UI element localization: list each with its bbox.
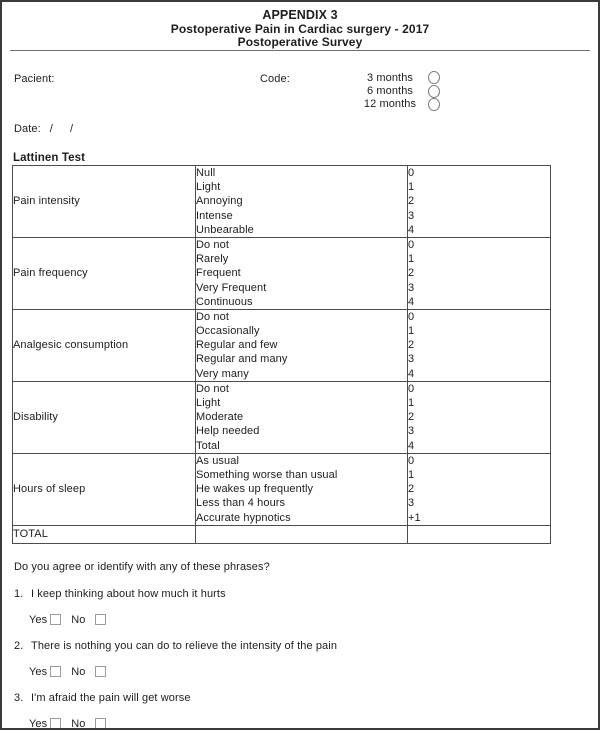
lattinen-test-title: Lattinen Test [13, 152, 86, 164]
category-cell: Analgesic consumption [13, 309, 196, 381]
options-cell [196, 309, 408, 381]
score-value: 2 [408, 411, 415, 424]
date-slash-1: / [49, 123, 53, 135]
table-row-pain-frequency [13, 237, 551, 309]
total-label-cell: TOTAL [13, 525, 196, 543]
date-slash-2: / [69, 123, 74, 135]
scores-cell [408, 237, 551, 309]
no-label: No [71, 717, 86, 730]
question-1-answers [29, 613, 337, 626]
table-row-disability [13, 381, 551, 453]
option-label: Annoying [196, 195, 243, 208]
option-label: Do not [196, 382, 230, 395]
score-value: 4 [408, 223, 415, 236]
scores-cell [408, 381, 551, 453]
date-field [14, 123, 73, 135]
question-3-no-checkbox[interactable] [95, 718, 106, 729]
option-label: Help needed [196, 425, 260, 438]
option-label: Regular and few [196, 339, 278, 352]
score-value: 3 [408, 497, 415, 510]
lattinen-table [12, 165, 551, 544]
option-label: Frequent [196, 267, 241, 280]
category-cell: Hours of sleep [13, 453, 196, 525]
date-label: Date: [14, 123, 41, 135]
score-value: 1 [408, 468, 415, 481]
option-label: Very many [196, 367, 249, 380]
no-label: No [71, 665, 86, 678]
3-months-label: 3 months [366, 71, 414, 84]
question-3-answers [29, 717, 337, 730]
option-label: Something worse than usual [196, 468, 338, 481]
question-1 [14, 588, 337, 626]
option-label: Null [196, 167, 216, 179]
score-value: 2 [408, 267, 415, 280]
option-label: Regular and many [196, 353, 288, 366]
table-row-total [13, 525, 551, 543]
question-number: 2. [14, 640, 24, 652]
option-label: Light [196, 397, 221, 409]
score-value: 1 [408, 397, 415, 409]
score-value: 3 [408, 281, 415, 294]
document-title: Postoperative Pain in Cardiac surgery - 2017 [170, 21, 430, 36]
question-number: 3. [14, 692, 24, 704]
category-cell: Disability [13, 381, 196, 453]
question-number: 1. [14, 588, 24, 600]
options-cell [196, 381, 408, 453]
score-value: 2 [408, 339, 415, 352]
questions-section [14, 561, 337, 730]
score-value: 0 [408, 238, 415, 251]
score-value: 3 [408, 353, 415, 366]
option-label: Total [196, 439, 220, 452]
score-value: 4 [408, 295, 415, 308]
question-2-answers [29, 665, 337, 678]
option-label: Less than 4 hours [196, 497, 286, 510]
category-cell: Pain frequency [13, 237, 196, 309]
score-value: 0 [408, 382, 415, 395]
question-2-yes-checkbox[interactable] [50, 666, 61, 677]
option-label: Unbearable [196, 223, 254, 236]
option-label: He wakes up frequently [196, 483, 314, 496]
option-label: Moderate [196, 411, 244, 424]
score-value: 0 [408, 310, 415, 323]
options-cell [196, 237, 408, 309]
category-cell: Pain intensity [13, 166, 196, 238]
score-value: 0 [408, 454, 415, 467]
option-label: Rarely [196, 253, 229, 266]
questions-intro: Do you agree or identify with any of these phrases? [14, 561, 270, 573]
score-value: 3 [408, 209, 415, 222]
table-row-analgesic-consumption [13, 309, 551, 381]
option-label: Occasionally [196, 325, 260, 338]
option-label: Very Frequent [196, 281, 267, 294]
question-3-yes-checkbox[interactable] [50, 718, 61, 729]
code-label: Code: [260, 73, 290, 85]
question-1-no-checkbox[interactable] [95, 614, 106, 625]
code-option-6-months [354, 84, 440, 97]
score-value: 2 [408, 483, 415, 496]
appendix-title: APPENDIX 3 [262, 8, 338, 22]
option-label: As usual [196, 454, 239, 467]
yes-label: Yes [29, 613, 48, 626]
total-score-cell [408, 525, 551, 543]
option-label: Do not [196, 310, 230, 323]
option-label: Continuous [196, 295, 253, 308]
scores-cell [408, 166, 551, 238]
score-value: 0 [408, 167, 415, 179]
12-months-label: 12 months [363, 98, 417, 111]
yes-label: Yes [29, 717, 48, 730]
option-label: Intense [196, 209, 233, 222]
options-cell [196, 453, 408, 525]
scores-cell [408, 453, 551, 525]
yes-label: Yes [29, 665, 48, 678]
6-months-label: 6 months [366, 85, 414, 98]
no-label: No [71, 613, 86, 626]
header-divider [10, 50, 590, 51]
document-header [2, 9, 598, 49]
question-3 [14, 692, 337, 730]
code-option-3-months [354, 71, 440, 84]
3-months-radio[interactable] [428, 71, 440, 84]
option-label: Do not [196, 238, 230, 251]
question-1-yes-checkbox[interactable] [50, 614, 61, 625]
question-2 [14, 640, 337, 678]
code-option-12-months [354, 98, 440, 111]
score-value: +1 [408, 511, 421, 524]
table-row-pain-intensity [13, 166, 551, 238]
question-text: I keep thinking about how much it hurts [31, 588, 226, 600]
score-value: 2 [408, 195, 415, 208]
question-2-no-checkbox[interactable] [95, 666, 106, 677]
options-cell [196, 166, 408, 238]
table-row-hours-of-sleep [13, 453, 551, 525]
document-subtitle: Postoperative Survey [237, 34, 363, 49]
option-label: Accurate hypnotics [196, 511, 291, 524]
total-empty-cell [196, 525, 408, 543]
6-months-radio[interactable] [428, 85, 440, 98]
question-text: I'm afraid the pain will get worse [31, 692, 191, 704]
code-options [354, 71, 440, 111]
score-value: 4 [408, 367, 415, 380]
score-value: 1 [408, 253, 415, 266]
12-months-radio[interactable] [428, 98, 440, 111]
score-value: 1 [408, 181, 415, 194]
question-text: There is nothing you can do to relieve the intensity of the pain [31, 640, 338, 652]
option-label: Light [196, 181, 221, 194]
scores-cell [408, 309, 551, 381]
score-value: 1 [408, 325, 415, 338]
patient-label: Pacient: [14, 73, 55, 85]
score-value: 4 [408, 439, 415, 452]
score-value: 3 [408, 425, 415, 438]
